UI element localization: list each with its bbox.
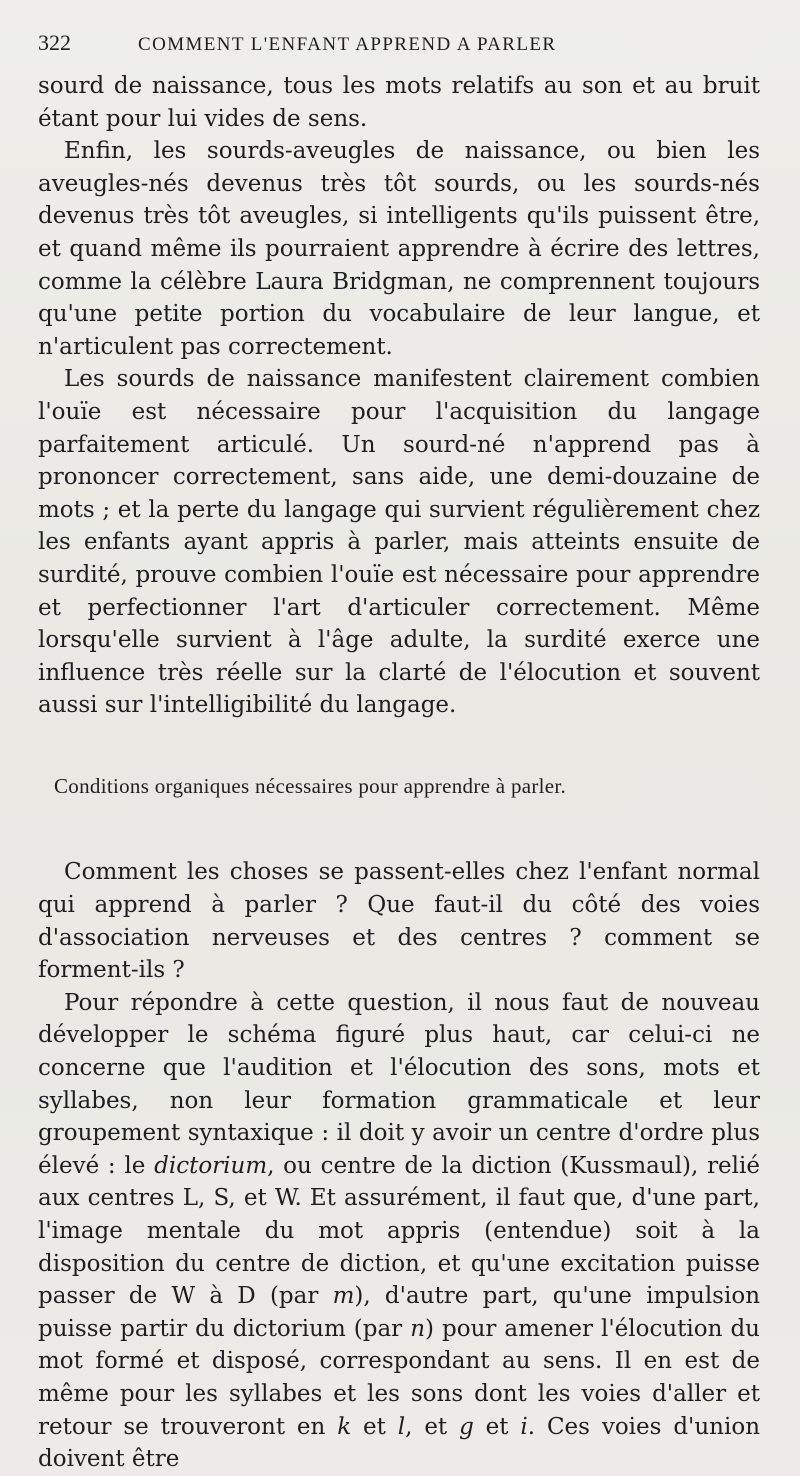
path-g: g: [459, 1413, 474, 1440]
path-n: n: [410, 1315, 426, 1342]
p5-text-7: et: [473, 1413, 521, 1440]
path-m: m: [332, 1283, 355, 1310]
p5-text-8: . Ces voies d'union doivent être: [38, 1413, 761, 1473]
path-l: l: [397, 1413, 406, 1440]
path-i: i: [520, 1413, 528, 1440]
p5-text-5: et: [351, 1413, 398, 1440]
p5-text-6: , et: [405, 1413, 460, 1440]
path-k: k: [337, 1413, 352, 1440]
running-head: [38, 30, 760, 70]
page-number: 322: [38, 30, 71, 55]
paragraph-continuation: sourd de naissance, tous les mots relatifs au son et au bruit étant pour lui vides de sens.: [38, 73, 760, 132]
p5-text-2: , ou centre de la diction (Kussmaul), relié aux centres L, S, et W. Et assurément, il faut que, d'une part, l'image mentale du mot appris (entendue) soit à la disposition du centre de diction, et qu'une excitation puisse passer de W à D (par: [38, 1152, 760, 1310]
body-text: [38, 70, 760, 1476]
paragraph-deaf-blind: Enfin, les sourds-aveugles de naissance, ou bien les aveugles-nés devenus très tôt sourds, ou les sourds-nés devenus très tôt aveugles, si intelligents qu'ils puissent être, et quand même ils pourraient apprendre à écrire des lettres, comme la célèbre Laura Bridgman, ne comprennent toujours qu'une petite portion du vocabulaire de leur langue, et n'articulent pas correctement.: [38, 138, 760, 360]
p5-text-1: Pour répondre à cette question, il nous faut de nouveau développer le schéma figuré plus haut, car celui-ci ne concerne que l'audition et l'élocution des sons, mots et syllabes, non leur formation grammaticale et leur groupement syntaxique : il doit y avoir un centre d'ordre plus élevé : le: [38, 989, 760, 1179]
paragraph-dictorium: [38, 987, 760, 1476]
paragraph-hearing-necessity: Les sourds de naissance manifestent clairement combien l'ouïe est nécessaire pour l'acquisition du langage parfaitement articulé. Un sourd-né n'apprend pas à prononcer correctement, sans aide, une demi-douzaine de mots ; et la perte du langage qui survient régulièrement chez les enfants ayant appris à parler, mais atteints ensuite de surdité, prouve combien l'ouïe est nécessaire pour apprendre et perfectionner l'art d'articuler correctement. Même lorsqu'elle survient à l'âge adulte, la surdité exerce une influence très réelle sur la clarté de l'élocution et souvent aussi sur l'intelligibilité du langage.: [38, 366, 760, 719]
paragraph-question: Comment les choses se passent-elles chez l'enfant normal qui apprend à parler ? Que faut-il du côté des voies d'association nerveuses et des centres ? comment se forment-ils ?: [38, 859, 760, 984]
p5-text-4: ) pour amener l'élocution du mot formé et disposé, correspondant au sens. Il en est de même pour les syllabes et les sons dont les voies d'aller et retour se trouveront en: [38, 1315, 760, 1440]
p5-text-3: ), d'autre part, qu'une impulsion puisse partir du dictorium (par: [38, 1283, 761, 1342]
term-dictorium: dictorium: [154, 1152, 268, 1179]
running-title: COMMENT L'ENFANT APPREND A PARLER: [138, 34, 557, 55]
section-heading: Conditions organiques nécessaires pour apprendre à parler.: [54, 773, 567, 798]
